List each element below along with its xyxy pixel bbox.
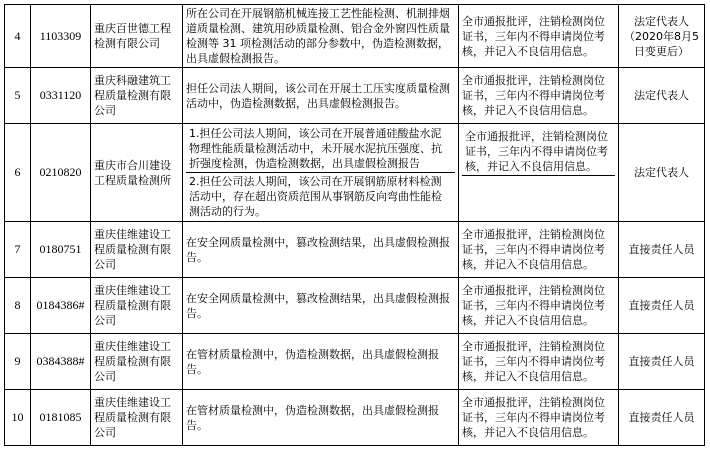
row-number: 5 bbox=[5, 68, 31, 124]
handling-decision-empty bbox=[462, 175, 615, 218]
violation-fact-item: 1.担任公司法人期间，该公司在开展普通硅酸盐水泥物理性能质量检测活动中，未开展水泥抗压强度、抗折强度检测，伪造检测数据，出具虚假检测报告 bbox=[189, 127, 442, 170]
row-number: 8 bbox=[5, 278, 31, 334]
handling-decision: 全市通报批评，注销检测岗位证书，三年内不得申请岗位考核，并记入不良信用信息。 bbox=[459, 5, 619, 68]
handling-decision: 全市通报批评，注销检测岗位证书，三年内不得申请岗位考核，并记入不良信用信息。 bbox=[459, 390, 619, 446]
certificate-code: 1103309 bbox=[31, 5, 91, 68]
violation-facts: 所在公司在开展钢筋机械连接工艺性能检测、机制排烟道质量检测、建筑用砂质量检测、铝合金外窗四性质量检测等 31 项检测活动的部分参数中，伪造检测数据，出具虚假检测报告。 bbox=[183, 5, 459, 68]
violation-facts: 担任公司法人期间，该公司在开展土工压实度质量检测活动中，伪造检测数据，出具虚假检测报告。 bbox=[183, 68, 459, 124]
certificate-code: 0180751 bbox=[31, 222, 91, 278]
table-row bbox=[5, 68, 705, 124]
handling-decision-cell bbox=[459, 124, 619, 222]
company-name: 重庆佳维建设工程质量检测有限公司 bbox=[91, 278, 183, 334]
table-row bbox=[5, 278, 705, 334]
table-row bbox=[5, 5, 705, 68]
company-name: 重庆百世德工程检测有限公司 bbox=[91, 5, 183, 68]
violation-facts: 在安全网质量检测中，篡改检测结果，出具虚假检测报告。 bbox=[183, 278, 459, 334]
certificate-code: 0210820 bbox=[31, 124, 91, 222]
responsibility-role: 法定代表人 bbox=[619, 124, 705, 222]
handling-decision: 全市通报批评，注销检测岗位证书，三年内不得申请岗位考核，并记入不良信用信息。 bbox=[465, 129, 608, 173]
violation-fact-item: 2.担任公司法人期间，该公司在开展钢筋原材料检测活动中，存在超出资质范围从事钢筋反向弯曲性能检测活动的行为。 bbox=[186, 172, 455, 220]
penalty-table bbox=[4, 4, 705, 446]
table-row bbox=[5, 124, 705, 222]
responsibility-role: 直接责任人员 bbox=[619, 390, 705, 446]
responsibility-role: 法定代表人（2020年8月5日变更后） bbox=[619, 5, 705, 68]
handling-decision: 全市通报批评，注销检测岗位证书，三年内不得申请岗位考核，并记入不良信用信息。 bbox=[459, 222, 619, 278]
handling-decision: 全市通报批评，注销检测岗位证书，三年内不得申请岗位考核，并记入不良信用信息。 bbox=[459, 278, 619, 334]
violation-facts: 在安全网质量检测中，篡改检测结果，出具虚假检测报告。 bbox=[183, 222, 459, 278]
responsibility-role: 直接责任人员 bbox=[619, 278, 705, 334]
responsibility-role: 直接责任人员 bbox=[619, 222, 705, 278]
violation-facts bbox=[183, 124, 459, 222]
company-name: 重庆佳维建设工程质量检测有限公司 bbox=[91, 334, 183, 390]
table-row bbox=[5, 334, 705, 390]
row-number: 7 bbox=[5, 222, 31, 278]
table-row bbox=[5, 390, 705, 446]
handling-decision: 全市通报批评，注销检测岗位证书，三年内不得申请岗位考核，并记入不良信用信息。 bbox=[459, 334, 619, 390]
certificate-code: 0184386# bbox=[31, 278, 91, 334]
company-name: 重庆市合川建设工程质量检测所 bbox=[91, 124, 183, 222]
certificate-code: 0181085 bbox=[31, 390, 91, 446]
certificate-code: 0384388# bbox=[31, 334, 91, 390]
violation-facts: 在管材质量检测中，伪造检测数据，出具虚假检测报告。 bbox=[183, 334, 459, 390]
company-name: 重庆佳维建设工程质量检测有限公司 bbox=[91, 390, 183, 446]
company-name: 重庆科融建筑工程质量检测有限公司 bbox=[91, 68, 183, 124]
row-number: 10 bbox=[5, 390, 31, 446]
responsibility-role: 直接责任人员 bbox=[619, 334, 705, 390]
responsibility-role: 法定代表人 bbox=[619, 68, 705, 124]
row-number: 6 bbox=[5, 124, 31, 222]
certificate-code: 0331120 bbox=[31, 68, 91, 124]
table-row bbox=[5, 222, 705, 278]
handling-decision: 全市通报批评，注销检测岗位证书，三年内不得申请岗位考核，并记入不良信用信息。 bbox=[459, 68, 619, 124]
violation-facts: 在管材质量检测中，伪造检测数据，出具虚假检测报告。 bbox=[183, 390, 459, 446]
row-number: 9 bbox=[5, 334, 31, 390]
row-number: 4 bbox=[5, 5, 31, 68]
company-name: 重庆佳维建设工程质量检测有限公司 bbox=[91, 222, 183, 278]
